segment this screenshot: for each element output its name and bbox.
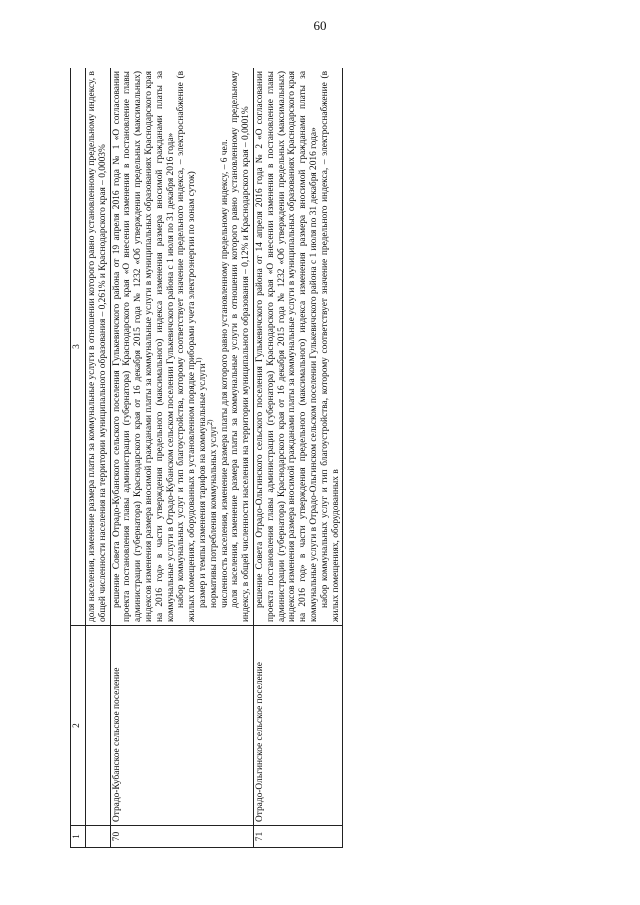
row-description (110, 68, 253, 626)
paragraph: набор коммунальных услуг и тип благоустройства, которому соответствует значение предельного индекса, – электроснабжение (в жилых помещениях, оборудованных в установленном порядке приборами учета электроэнергии по зонам суток) (176, 71, 198, 622)
paragraph: доля населения, изменение размера платы за коммунальные услуги в отношении которого равно установленному предельному индексу, в общей численности населения на территории муниципального образования – 0,12% и Краснодарского края – 0,0001% (230, 71, 252, 622)
paragraph (194, 71, 209, 622)
paragraph: численность населения, изменение размера платы для которого равно установленному предельному индексу, – 6 чел. (219, 139, 230, 608)
paragraph: решение Совета Отрадо-Кубанского сельского поселения Гулькевичского района от 19 апреля 2016 года № 1 «О согласовании проекта постановления главы администрации (губернатора) Краснодарского края «О внесении изменения в постановление главы администрации (губернатора) Краснодарского края от 16 декабря 2015 года № 1232 «Об утверждении предельных (максимальных) индексов изменения размера вносимой гражданами платы за коммунальные услуги в муниципальных образованиях Краснодарского края на 2016 год» в части утверждения предельного (максимального) индекса изменения размера вносимой гражданами платы за коммунальные услуги в Отрадо-Кубанском сельском поселении Гулькевичского района с 1 июля по 31 декабря 2016 года» (111, 71, 176, 622)
paragraph-text: размер и темпы изменения тарифов на коммунальные услуги (197, 363, 208, 608)
row-description (253, 68, 342, 626)
table-row (86, 68, 111, 848)
paragraph: доля населения, изменение размера платы за коммунальные услуги в отношении которого равно установленному предельному индексу, в общей численности населения на территории муниципального образования – 0,261% и Краснодарского края – 0,0003% (87, 71, 108, 622)
column-header: 3 (71, 68, 86, 626)
row-number (86, 826, 111, 848)
paragraph: решение Совета Отрадо-Ольгинского сельского поселения Гулькевичского района от 14 апреля 2016 года № 2 «О согласовании проекта постановления главы администрации (губернатора) Краснодарского края «О внесении изменения в постановление главы администрации (губернатора) Краснодарского края от 16 декабря 2015 года № 1232 «Об утверждении предельных (максимальных) индексов изменения размера вносимой гражданами платы за коммунальные услуги в муниципальных образованиях Краснодарского края на 2016 год» в части утверждения предельного (максимального) индекса изменения размера вносимой гражданами платы за коммунальные услуги в Отрадо-Ольгинском сельском поселении Гулькевичского района с 1 июля по 31 декабря 2016 года» (254, 71, 319, 622)
rotated-table-content (70, 68, 590, 848)
column-header: 2 (71, 626, 86, 826)
row-description (86, 68, 111, 626)
footnote-mark: 1) (194, 357, 203, 364)
row-number: 70 (110, 826, 253, 848)
paragraph: набор коммунальных услуг и тип благоустройства, которому соответствует значение предельного индекса, – электроснабжение (в жилых помещениях, оборудованных в (319, 71, 341, 622)
row-number: 71 (253, 826, 342, 848)
table-header-row (71, 68, 86, 848)
column-header: 1 (71, 826, 86, 848)
rotated-table-frame (70, 68, 590, 848)
settlement-name: Отрадо-Ольгинское сельское поселение (253, 626, 342, 826)
table-row (110, 68, 253, 848)
settlement-name: Отрадо-Кубанское сельское поселение (110, 626, 253, 826)
settlements-table (70, 68, 343, 848)
footnote-mark: 2) (205, 419, 214, 426)
settlement-name (86, 626, 111, 826)
table-row (253, 68, 342, 848)
paragraph (205, 71, 220, 622)
page-number: 60 (313, 18, 327, 33)
paragraph-text: нормативы потребления коммунальных услуг (208, 425, 219, 608)
